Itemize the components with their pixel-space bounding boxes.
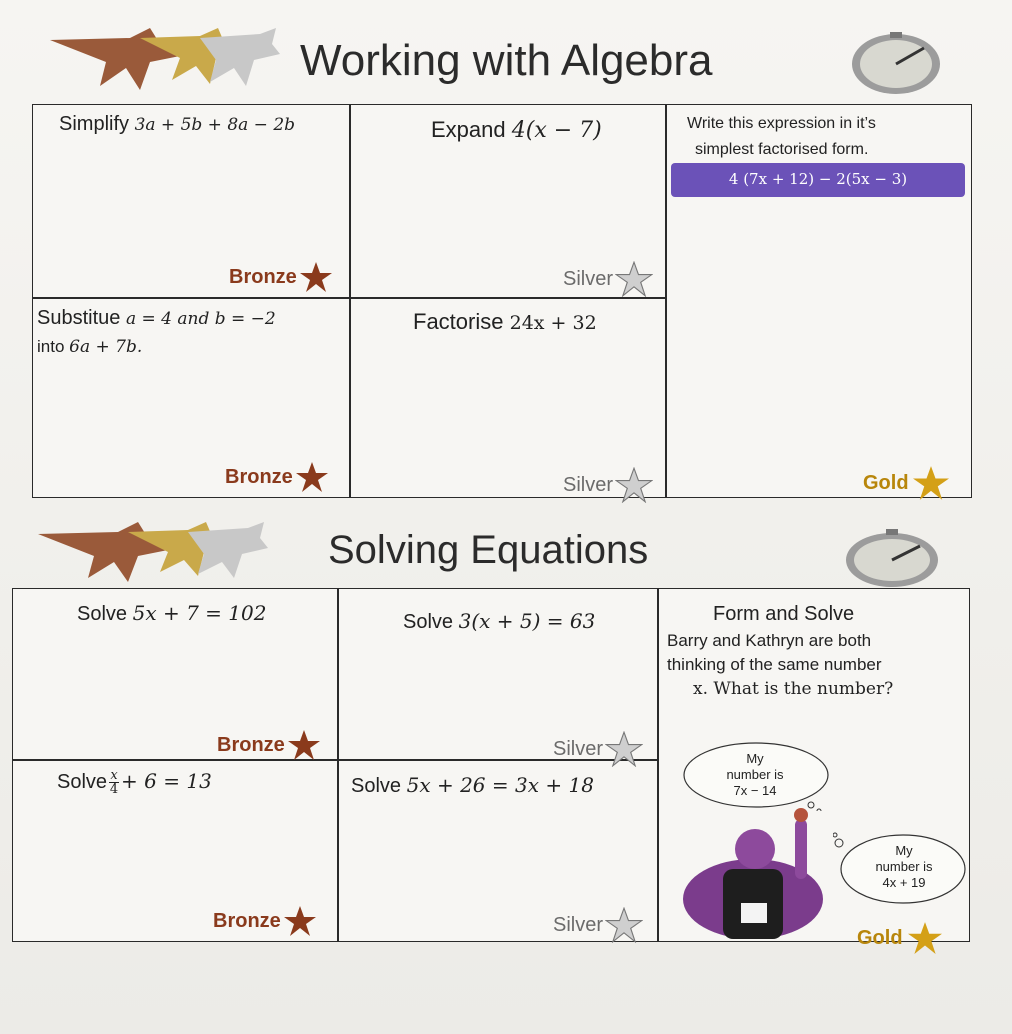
algebra-q2: Expand 4(x − 7): [431, 117, 602, 143]
gold-star-icon: [911, 465, 951, 501]
algebra-q1: Simplify 3a + 5b + 8a − 2b: [59, 113, 296, 135]
bronze-star-icon: [283, 905, 317, 937]
bronze-star-icon: [299, 261, 333, 293]
silver-label: Silver: [553, 907, 643, 943]
page-title-equations: Solving Equations: [328, 528, 649, 572]
silver-star-icon: [615, 261, 653, 297]
bronze-label: Bronze: [225, 461, 329, 493]
equations-q3-line3: x. What is the number?: [693, 679, 894, 699]
gold-label: Gold: [863, 465, 951, 501]
silver-label: Silver: [563, 467, 653, 503]
algebra-q4-line2: into 6a + 7b.: [37, 337, 143, 357]
algebra-q4-line1: Substitue a = 4 and b = −2: [37, 307, 276, 329]
algebra-q3-line1: Write this expression in it’s: [687, 115, 876, 132]
bronze-label: Bronze: [217, 729, 321, 761]
page-title-algebra: Working with Algebra: [300, 36, 713, 85]
algebra-grid: [32, 104, 972, 498]
equations-q1: Solve 5x + 7 = 102: [77, 601, 267, 625]
stopwatch-icon: [850, 30, 942, 96]
equations-q3-line2: thinking of the same number: [667, 655, 882, 674]
equations-q3-heading: Form and Solve: [713, 603, 855, 625]
character-illustration-icon: [663, 799, 843, 939]
stopwatch-icon: [844, 528, 940, 588]
silver-star-icon: [605, 731, 643, 767]
expression-box: 4 (7x + 12) − 2(5x − 3): [671, 163, 965, 197]
bronze-label: Bronze: [229, 261, 333, 293]
gold-star-icon: [905, 921, 945, 955]
equations-q5: Solve 5x + 26 = 3x + 18: [351, 773, 594, 797]
equations-q4: Solve $\frac{x}{4}$ + 6 = 13: [57, 768, 212, 798]
silver-star-icon: [615, 467, 653, 503]
bronze-star-icon: [295, 461, 329, 493]
equations-q3-line1: Barry and Kathryn are both: [667, 631, 872, 650]
bronze-label: Bronze: [213, 905, 317, 937]
thought-cloud-text: My number is 4x + 19: [875, 843, 933, 890]
bronze-star-icon: [287, 729, 321, 761]
stars-banner-icon: [40, 26, 280, 96]
stars-banner-icon: [28, 520, 268, 586]
gold-label: Gold: [857, 921, 945, 955]
silver-star-icon: [605, 907, 643, 943]
algebra-q3-line2: simplest factorised form.: [695, 141, 869, 158]
equations-grid: [12, 588, 970, 949]
thought-cloud-text: My number is 7x − 14: [726, 751, 784, 798]
algebra-q5: Factorise 24x + 32: [413, 309, 597, 334]
silver-label: Silver: [553, 731, 643, 767]
silver-label: Silver: [563, 261, 653, 297]
equations-q2: Solve 3(x + 5) = 63: [403, 609, 596, 633]
